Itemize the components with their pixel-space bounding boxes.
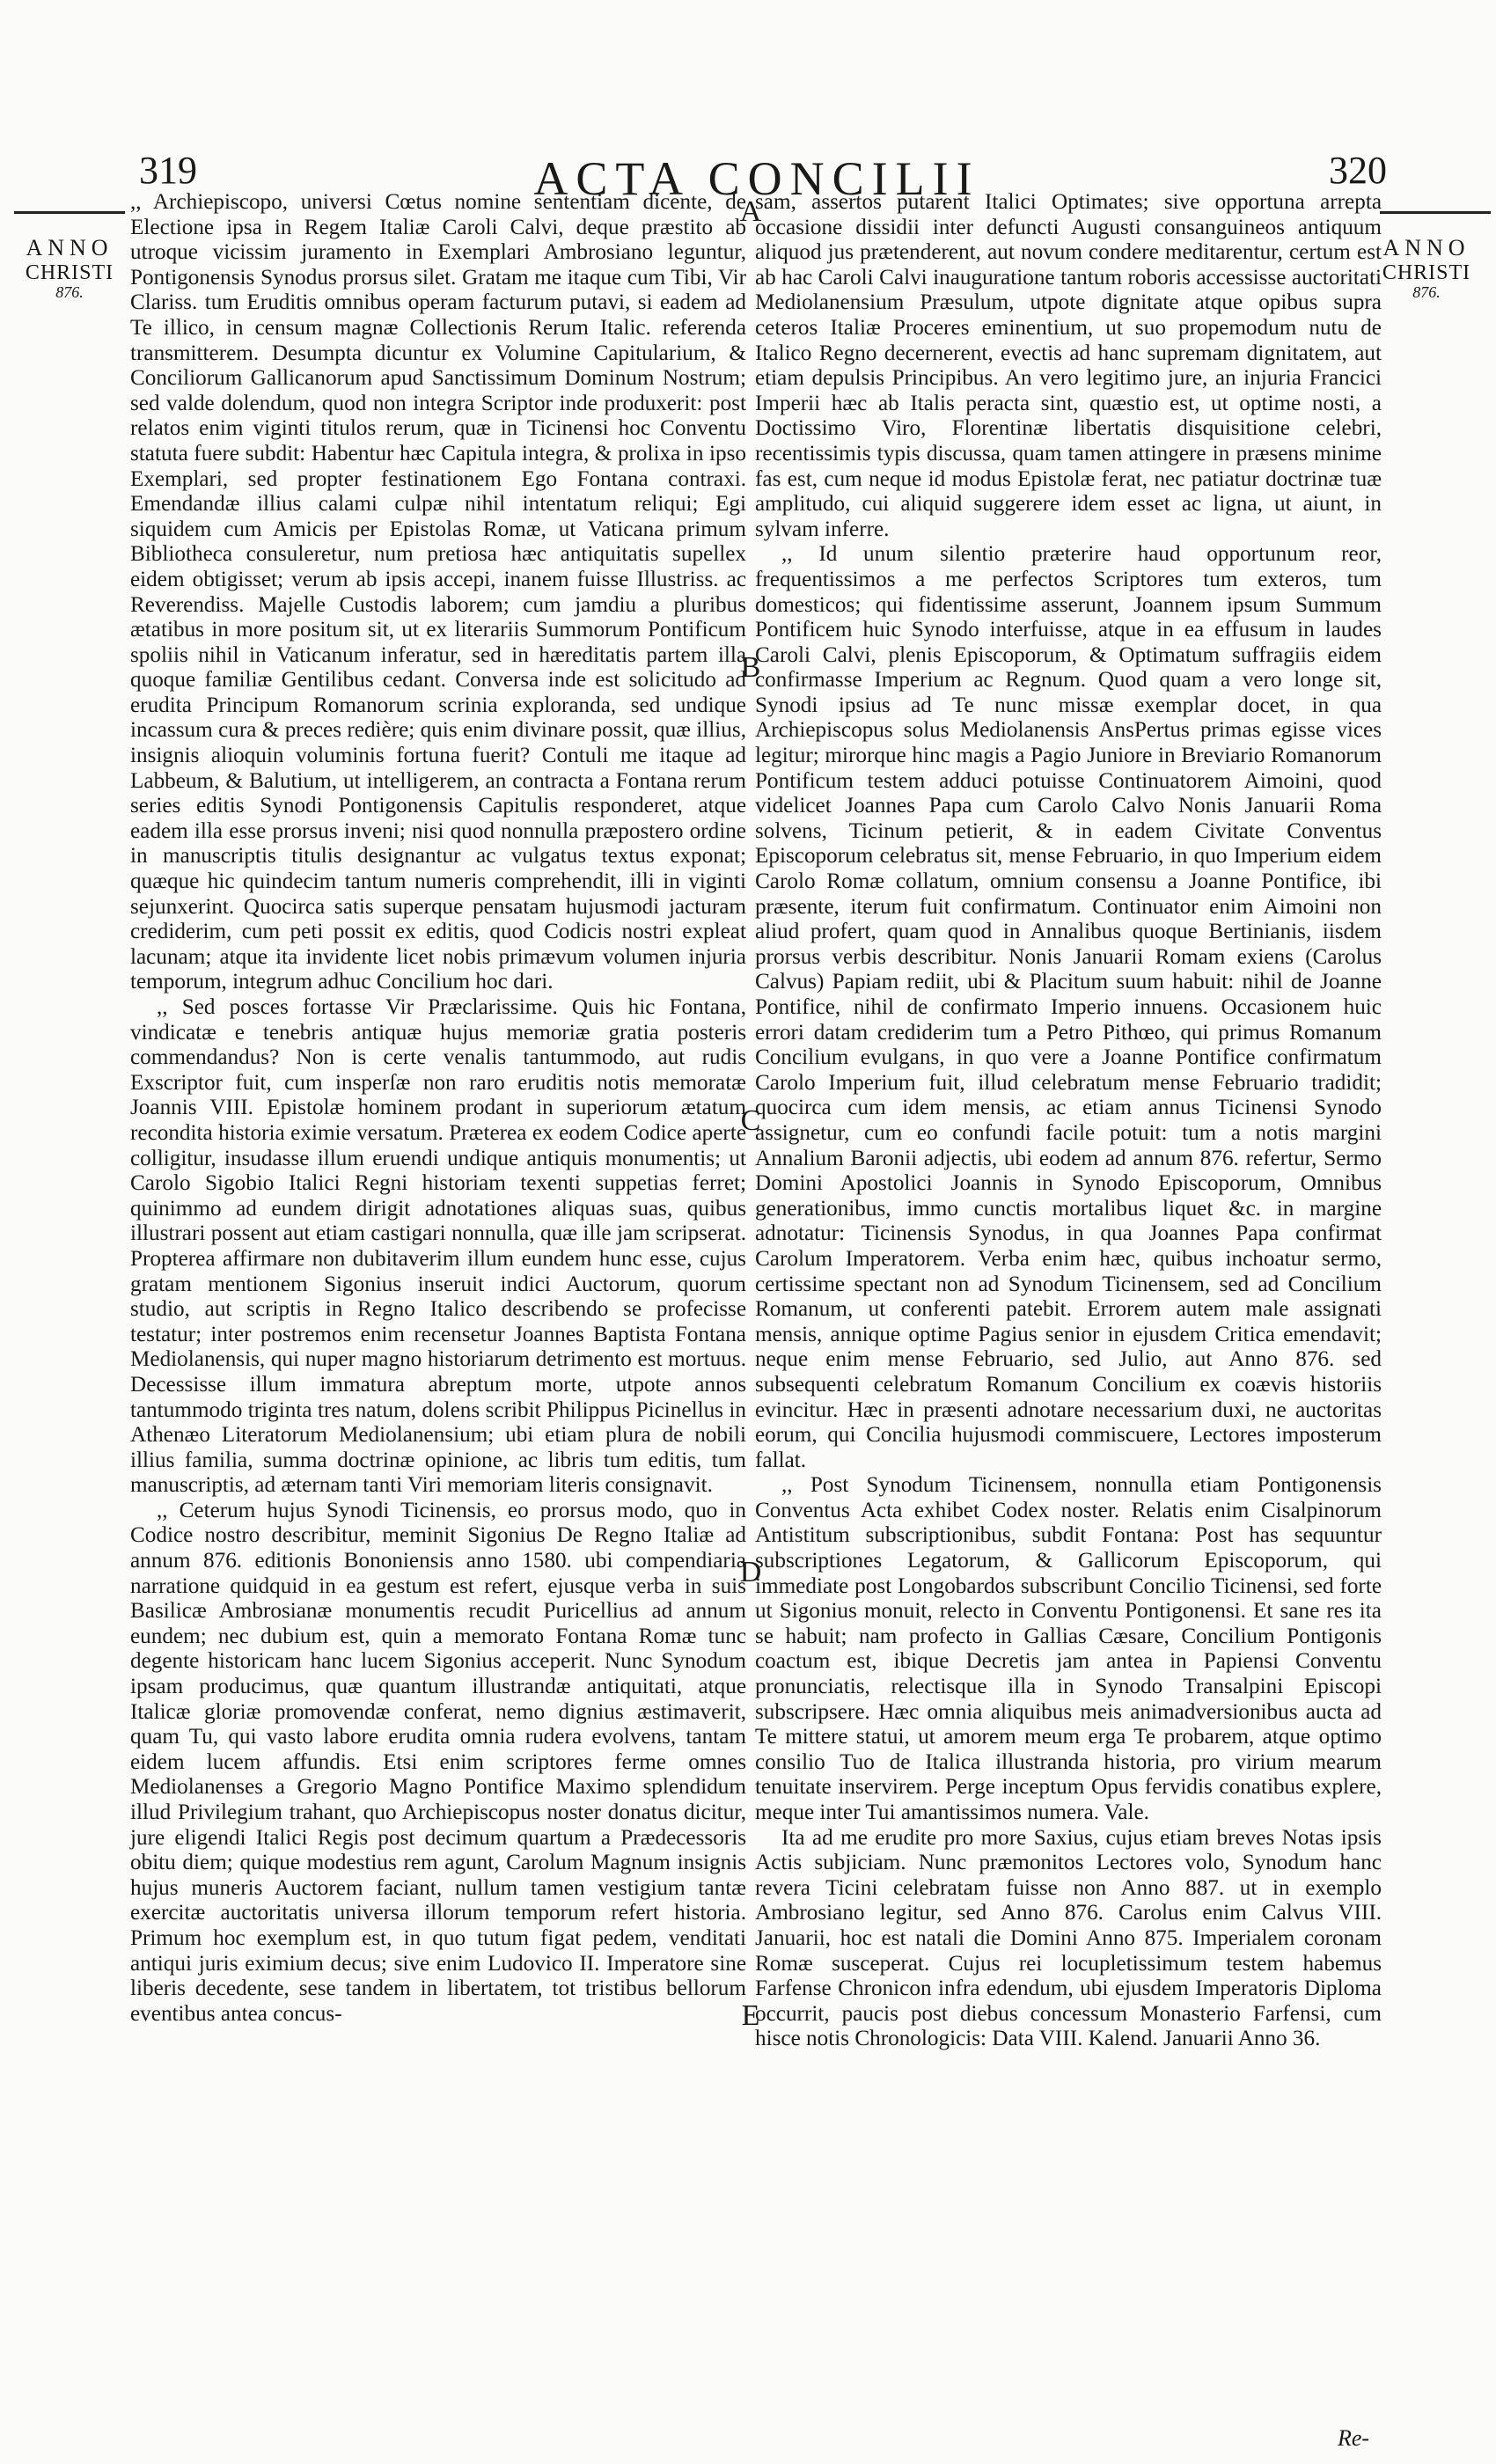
margin-year-left [12,236,127,302]
section-marker-d: D [739,1556,762,1588]
section-marker-b: B [740,651,761,684]
margin-year-right [1369,236,1484,302]
paragraph: sam, assertos putarent Italici Optimates; sive opportuna arrepta occasione dissidii inter defuncti Augusti consanguineos antiquum aliquod jus prætenderent, aut novum condere meditarentur, certum est ab hac Caroli Calvi inauguratione tantum roboris accessisse auctoritati Mediolanensium Præsulum, utpote dignitate atque opibus supra ceteros Italiæ Proceres eminentium, ut suo propemodum nutu de Italico Regno decernerent, evectis ad hanc supremam dignitatem, aut etiam depulsis Principibus. An vero legitimo jure, an injuria Francici Imperii hæc ab Italis peracta sint, quæstio est, ut optime nosti, a Doctissimo Viro, Florentinæ libertatis disquisitione celebri, recentissimis typis discussa, quam tamen attingere in præsens minime fas est, cum neque id modus Epistolæ ferat, nec patiatur doctrinæ tuæ amplitudo, cui aliquid suggerere idem esset ac ligna, ut aiunt, in sylvam inferre. [755,190,1382,541]
margin-rule-left [14,211,125,214]
paragraph: ,, Post Synodum Ticinensem, nonnulla etiam Pontigonensis Conventus Acta exhibet Codex noster. Relatis enim Cisalpinorum Antistitum subscriptionibus, subdit Fontana: Post has sequuntur subscriptiones Legatorum, & Gallicorum Episcoporum, qui immediate post Longobardos subscribunt Concilio Ticinensi, sed forte ut Sigonius monuit, relecto in Conventu Pontigonensi. Et sane res ita se habuit; nam profecto in Gallias Cæsare, Concilium Pontigonis coactum est, ibique Decretis jam antea in Papiensi Conventu pronunciatis, relectisque illa in Synodo Transalpini Episcopi subscripsere. Hæc omnia aliquibus meis animadversionibus aucta ad Te mittere statui, ut amorem meum erga Te probarem, atque optimo consilio Tuo de Italica illustranda historia, pro virium mearum tenuitate inservirem. Perge inceptum Opus fervidis conatibus explere, meque inter Tui amantissimos numera. Vale. [755,1473,1382,1824]
running-title: ACTA CONCILII [533,152,980,205]
paragraph: ,, Ceterum hujus Synodi Ticinensis, eo prorsus modo, quo in Codice nostro describitur, meminit Sigonius De Regno Italiæ ad annum 876. editionis Bononiensis anno 1580. ubi compendiaria narratione quidquid in ea gestum est refert, ejusque verba in suis Basilicæ Ambrosianæ monumentis recudit Puricellius ad annum eundem; nec dubium est, quin a memorato Fontana Romæ tunc degente historicam hanc lucem Sigonius acceperit. Nunc Synodum ipsam producimus, quæ quantum illustrandæ antiquitati, atque Italicæ gloriæ promovendæ conferat, nemo dignius æstimaverit, quam Tu, qui vasto labore erudita omnia rudera evolvens, tantam eidem lucem affundis. Etsi enim scriptores ferme omnes Mediolanenses a Gregorio Magno Pontifice Maximo splendidum illud Privilegium trahant, quo Archiepiscopus noster donatus dicitur, jure eligendi Italici Regis post decimum quartum a Prædecessoris obitu diem; quique modestius rem agunt, Carolum Magnum insignis hujus muneris Auctorem faciant, nullum tamen vestigium tantæ exercitæ auctoritatis universa illorum temporum refert historia. Primum hoc exemplum est, in quo tutum figat pedem, venditati antiqui juris eximium decus; sive enim Ludovico II. Imperatore sine liberis decedente, sese tandem in libertatem, tot tristibus bellorum eventibus antea concus- [130,1498,746,2026]
margin-year: 876. [1412,282,1441,301]
page-number-right: 320 [1329,149,1387,192]
paragraph: ,, Archiepiscopo, universi Cœtus nomine sententiam dicente, de Electione ipsa in Regem Italiæ Caroli Calvi, deque præstito ab utroque vicissim juramento in Exemplari Ambrosiano leguntur, Pontigonensis Synodus prorsus silet. Gratam me itaque cum Tibi, Vir Clariss. tum Eruditis omnibus operam facturum putavi, si eadem ad Te illico, in censum magnæ Collectionis Rerum Italic. referenda transmitterem. Desumpta dicuntur ex Volumine Capitularium, & Conciliorum Gallicanorum apud Sanctissimum Dominum Nostrum; sed valde dolendum, quod non integra Scriptor inde produxerit: post relatos enim viginti titulos rerum, quæ in Ticinensi hoc Conventu statuta fuere subdit: Habentur hæc Capitula integra, & prolixa in ipso Exemplari, sed propter festinationem Ego Fontana contraxi. Emendandæ illius calami culpæ nihil intentatum reliqui; Egi siquidem cum Amicis per Epistolas Romæ, ut Vaticana primum Bibliotheca consuleretur, num pretiosa hæc antiquitatis supellex eidem obtigisset; verum ab ipsis accepi, inanem fuisse Illustriss. ac Reverendiss. Majelle Custodis laborem; cum jamdiu a pluribus ætatibus in more positum sit, ut ex literariis Summorum Pontificum spoliis nihil in Vaticanum inferatur, sed in hæreditatis partem illa quoque familiæ Gentilibus cedant. Conversa inde est solicitudo ad erudita Principum Romanorum scrinia exploranda, sed undique incassum cura & preces redière; quis enim divinare possit, quæ illius, insignis alioquin voluminis fortuna fuerit? Contuli me itaque ad Labbeum, & Balutium, ut intelligerem, an contracta a Fontana rerum series editis Synodi Pontigonensis Capitulis responderet, atque eadem illa esse prorsus inveni; nisi quod nonnulla præpostero ordine in manuscriptis titulis designantur ac vulgatus textus exponat; quæque hic quindecim tantum numeris comprehendit, illi in viginti sejunxerint. Quocirca satis superque pensatam hujusmodi jacturam crediderim, cum peti possit ex editis, quod Codicis nostri expleat lacunam; atque ita invidente licet nobis primævum volumen injuria temporum, integrum adhuc Concilium hoc dari. [130,190,746,994]
margin-anno: ANNO [26,235,114,260]
section-marker-a: A [739,195,762,228]
section-marker-e: E [741,1999,760,2032]
catchword: Re- [1338,2425,1370,2451]
section-marker-c: C [740,1104,761,1137]
margin-christi: CHRISTI [1382,260,1471,284]
paragraph: ,, Id unum silentio præterire haud opportunum reor, frequentissimos a me perfectos Scriptores tum exteros, tum domesticos; qui fidentissime asserunt, Joannem ipsum Summum Pontificem huic Synodo interfuisse, atque in ea effusum in laudes Caroli Calvi, plenis Episcoporum, & Optimatum suffragiis eidem confirmasse Imperium ac Regnum. Quod quam a vero longe sit, Synodi ipsius ad Te nunc missæ exemplar docet, in qua Archiepiscopus solus Mediolanensis AnsPertus primas egisse vices legitur; mirorque hinc magis a Pagio Juniore in Breviario Romanorum Pontificum testem adduci potuisse Continuatorem Aimoini, quod videlicet Joannes Papa cum Carolo Calvo Nonis Januarii Roma solvens, Ticinum petierit, & in eadem Civitate Conventus Episcoporum celebratus sit, mense Februario, in quo Imperium eidem Carolo Romæ collatum, omnium consensu a Joanne Pontifice, ibi præsente, iterum fuit confirmatum. Continuator enim Aimoini non aliud profert, quam quod in Annalibus quoque Bertinianis, iisdem prorsus verbis describitur. Nonis Januarii Romam exiens (Carolus Calvus) Papiam rediit, ubi & Placitum suum habuit: nihil de Joanne Pontifice, nihil de confirmato Imperio innuens. Occasionem huic errori datam crediderim tum a Petro Pithœo, qui primus Romanum Concilium evulgans, in quo vere a Joanne Pontifice confirmatum Carolo Imperium fuit, illud celebratum mense Februario tradidit; quocirca cum idem mensis, ac etiam annus Ticinensi Synodo assignetur, cum eo confundi facile potuit: tum a notis margini Annalium Baronii adjectis, ubi eodem ad annum 876. refertur, Sermo Domini Apostolici Joannis in Synodo Episcoporum, Omnibus generationibus, immo cunctis mortalibus liquet &c. in margine adnotatur: Ticinensis Synodus, in qua Joannes Papa confirmat Carolum Imperatorem. Verba enim hæc, quibus inchoatur sermo, certissime spectant non ad Synodum Ticinensem, sed ad Concilium Romanum, ut conferenti patebit. Errorem autem male assignati mensis, annique optime Pagius senior in ejusdem Critica emendavit; neque enim mense Februario, sed Julio, aut Anno 876. sed subsequenti celebratum Romanum Concilium ex coævis historiis evincitur. Hæc in præsenti adnotare necessarium duxi, ne auctoritas eorum, qui Concilia hujusmodi commiscuere, Lectores imposterum fallat. [755,542,1382,1472]
page-number-left: 319 [139,149,197,192]
paragraph: Ita ad me erudite pro more Saxius, cujus etiam breves Notas ipsis Actis subjiciam. Nunc præmonitos Lectores volo, Synodum hanc revera Ticini celebratam fuisse non Anno 887. ut in exemplo Ambrosiano legitur, sed Anno 876. Carolus enim Calvus VIII. Januarii, hoc est natali die Domini Anno 875. Imperialem coronam Romæ susceperat. Cujus rei locupletissimum testem habemus Farfense Chronicon infra edendum, ubi ejusdem Imperatoris Diploma occurrit, paucis post diebus concessum Monasterio Farfensi, cum hisce notis Chronologicis: Data VIII. Kalend. Januarii Anno 36. [755,1825,1382,2051]
margin-rule-right [1380,211,1491,214]
text-column-right [755,190,1382,2052]
text-column-left [130,190,746,2027]
margin-christi: CHRISTI [25,260,114,284]
margin-anno: ANNO [1382,235,1470,260]
paragraph: ,, Sed posces fortasse Vir Præclarissime. Quis hic Fontana, vindicatæ e tenebris antiquæ hujus memoriæ gratia posteris commendandus? Non is certe venalis tantummodo, aut rudis Exscriptor fuit, cum insperſæ non raro eruditis notis memoratæ Joannis VIII. Epistolæ hominem prodant in superiorum ætatum recondita historia eximie versatum. Præterea ex eodem Codice aperte colligitur, insudasse illum eruendi undique antiquis monumentis; ut Carolo Sigobio Italici Regni historiam texenti suppetias ferret; quinimmo ad eundem dirigit adnotationes aliquas suas, quibus illustrari possent aut etiam castigari nonnulla, quæ ille jam scripserat. Propterea affirmare non dubitaverim illum eundem hunc esse, cujus gratam mentionem Sigonius inseruit indici Auctorum, quorum studio, aut scriptis in Regno Italico describendo se profecisse testatur; inter postremos enim recensetur Joannes Baptista Fontana Mediolanensis, qui nuper magno historiarum detrimento est mortuus. Decessisse illum immatura abreptum morte, utpote annos tantummodo triginta tres natum, dolens scribit Philippus Picinellus in Athenæo Literatorum Mediolanensium; ubi etiam plura de nobili illius familia, summa doctrinæ opinione, ac libris tum editis, tum manuscriptis, ad æternam tanti Viri memoriam literis consignavit. [130,995,746,1498]
margin-year: 876. [55,282,84,301]
